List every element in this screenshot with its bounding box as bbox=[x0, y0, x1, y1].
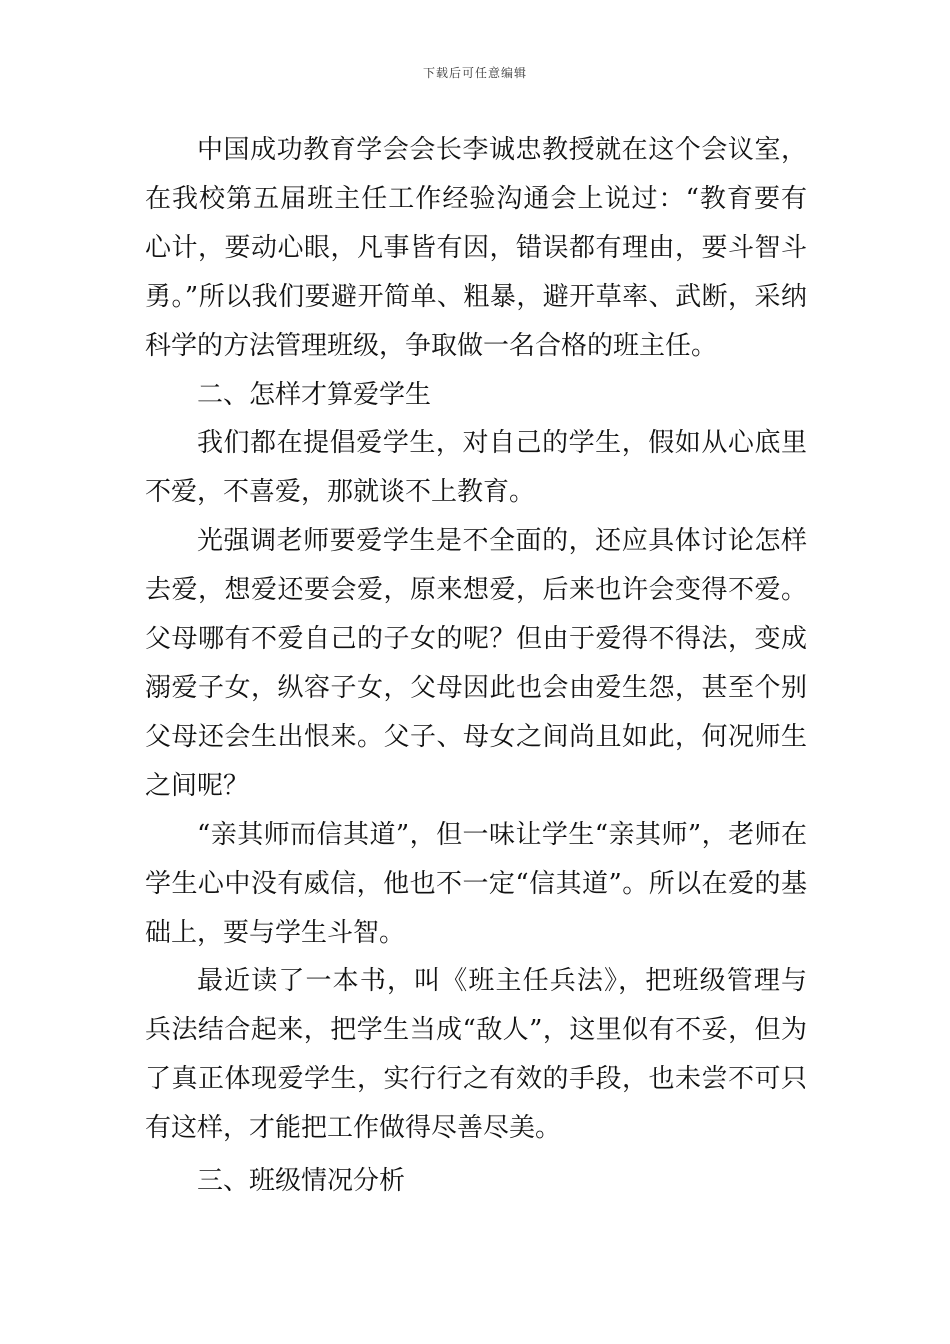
section-heading-2: 二、怎样才算爱学生 bbox=[197, 379, 432, 410]
paragraph-1: 中国成功教育学会会长李诚忠教授就在这个会议室，在我校第五届班主任工作经验沟通会上说过：“教育要有心计，要动心眼，凡事皆有因，错误都有理由，要斗智斗勇。”所以我们要避开简单、粗暴，避开草率、武断，采纳科学的方法管理班级，争取做一名合格的班主任。 bbox=[145, 135, 807, 361]
page-header: 下载后可任意编辑 bbox=[422, 66, 527, 80]
document-body bbox=[145, 126, 807, 1206]
paragraph-3: 光强调老师要爱学生是不全面的，还应具体讨论怎样去爱，想爱还要会爱，原来想爱，后来也许会变得不爱。父母哪有不爱自己的子女的呢？但由于爱得不得法，变成溺爱子女，纵容子女，父母因此也会由爱生怨，甚至个别父母还会生出恨来。父子、母女之间尚且如此，何况师生之间呢？ bbox=[145, 526, 807, 801]
section-heading-3: 三、班级情况分析 bbox=[197, 1166, 406, 1197]
paragraph-2: 我们都在提倡爱学生，对自己的学生，假如从心底里不爱，不喜爱，那就谈不上教育。 bbox=[145, 428, 807, 508]
paragraph-5: 最近读了一本书，叫《班主任兵法》，把班级管理与兵法结合起来，把学生当成“敌人”，这里似有不妥，但为了真正体现爱学生，实行行之有效的手段，也未尝不可只有这样，才能把工作做得尽善尽美。 bbox=[145, 966, 807, 1144]
paragraph-4: “亲其师而信其道”，但一味让学生“亲其师”，老师在学生心中没有威信，他也不一定“信其道”。所以在爱的基础上，要与学生斗智。 bbox=[145, 819, 807, 948]
